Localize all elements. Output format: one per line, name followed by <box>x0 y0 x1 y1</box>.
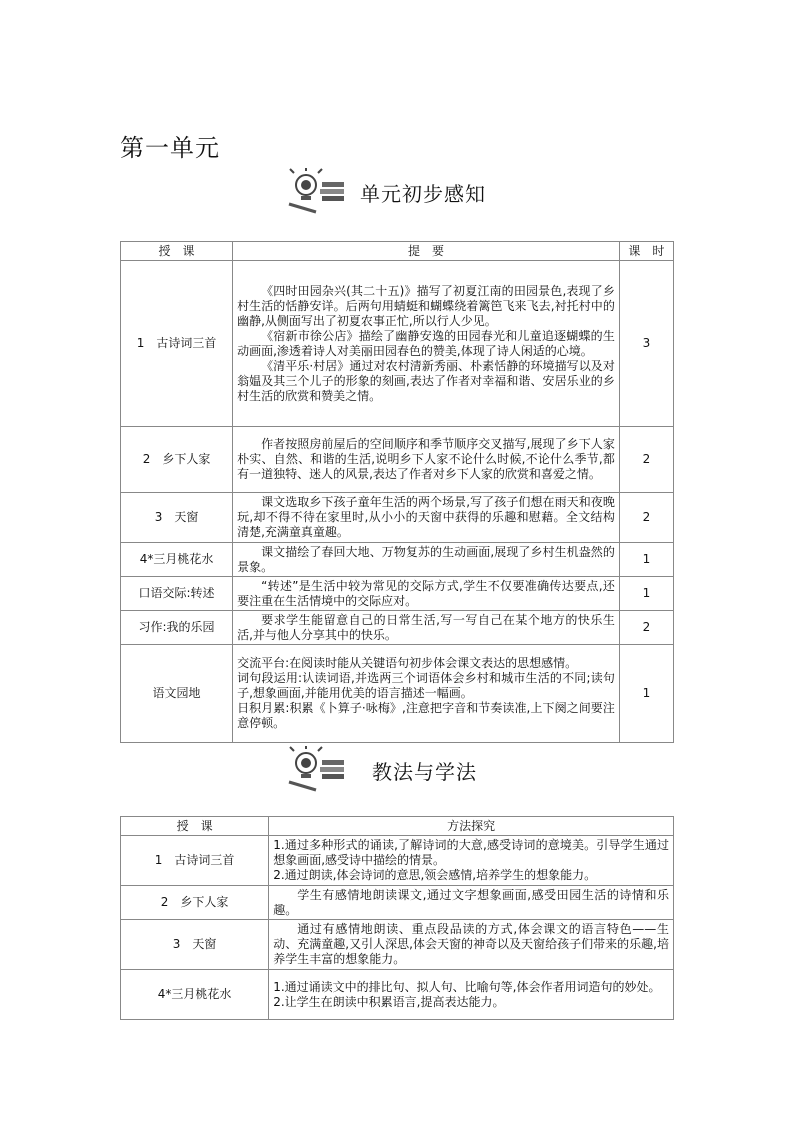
header-hours: 课 时 <box>619 242 673 261</box>
summary-cell: 课文描绘了春回大地、万物复苏的生动画面,展现了乡村生机盎然的景象。 <box>233 543 620 577</box>
summary-cell: 《四时田园杂兴(其二十五)》描写了初夏江南的田园景色,表现了乡村生活的恬静安详。后两句用蜻蜓和蝴蝶绕着篱笆飞来飞去,衬托村中的幽静,从侧面写出了初夏农事正忙,所以行人少见。 《宿新市徐公店》描绘了幽静安逸的田园春光和儿童追逐蝴蝶的生动画面,渗透着诗人对美丽田园春色的赞美,体现了诗人闲适的心境。 《清平乐·村居》通过对农村清新秀丽、朴素恬静的环境描写以及对翁媪及其三个儿子的形象的刻画,表达了作者对幸福和谐、安居乐业的乡村生活的欣赏和赞美之情。 <box>233 261 620 427</box>
method-cell: 通过有感情地朗读、重点段品读的方式,体会课文的语言特色——生动、充满童趣,又引人深思,体会天窗的神奇以及天窗给孩子们带来的乐趣,培养学生丰富的想象能力。 <box>269 920 674 970</box>
hours-cell: 2 <box>619 493 673 543</box>
table-row <box>121 543 674 577</box>
table-header-row <box>121 817 674 836</box>
header-summary: 提 要 <box>233 242 620 261</box>
table-header-row <box>121 242 674 261</box>
lesson-cell: 2 乡下人家 <box>121 427 233 493</box>
hours-cell: 1 <box>619 577 673 611</box>
page-title: 第一单元 <box>120 134 220 162</box>
method-cell: 学生有感情地朗读课文,通过文字想象画面,感受田园生活的诗情和乐趣。 <box>269 886 674 920</box>
lesson-cell: 3 天窗 <box>121 493 233 543</box>
lesson-cell: 习作:我的乐园 <box>121 611 233 645</box>
table-row <box>121 427 674 493</box>
section-heading-text: 单元初步感知 <box>360 182 486 206</box>
hours-cell: 1 <box>619 645 673 743</box>
table-row <box>121 493 674 543</box>
table-row <box>121 970 674 1020</box>
table-row <box>121 577 674 611</box>
method-cell: 1.通过多种形式的诵读,了解诗词的大意,感受诗词的意境美。引导学生通过想象画面,感受诗中描绘的情景。 2.通过朗读,体会诗词的意思,领会感情,培养学生的想象能力。 <box>269 836 674 886</box>
header-lesson: 授 课 <box>121 817 269 836</box>
lesson-cell: 2 乡下人家 <box>121 886 269 920</box>
table-row <box>121 920 674 970</box>
hours-cell: 1 <box>619 543 673 577</box>
summary-cell: 要求学生能留意自己的日常生活,写一写自己在某个地方的快乐生活,并与他人分享其中的快乐。 <box>233 611 620 645</box>
table-row <box>121 836 674 886</box>
header-lesson: 授 课 <box>121 242 233 261</box>
lesson-cell: 4*三月桃花水 <box>121 543 233 577</box>
methods-table <box>120 816 674 1020</box>
table-row <box>121 886 674 920</box>
hours-cell: 2 <box>619 611 673 645</box>
section-heading-text: 教法与学法 <box>372 760 477 784</box>
summary-cell: 作者按照房前屋后的空间顺序和季节顺序交叉描写,展现了乡下人家朴实、自然、和谐的生活,说明乡下人家不论什么时候,不论什么季节,都有一道独特、迷人的风景,表达了作者对乡下人家的欣赏和喜爱之情。 <box>233 427 620 493</box>
section-heading-methods <box>0 746 794 796</box>
lightbulb-books-icon <box>286 168 348 214</box>
table-row <box>121 261 674 427</box>
lesson-cell: 3 天窗 <box>121 920 269 970</box>
summary-cell: 课文选取乡下孩子童年生活的两个场景,写了孩子们想在雨天和夜晚玩,却不得不待在家里时,从小小的天窗中获得的乐趣和慰藉。全文结构清楚,充满童真童趣。 <box>233 493 620 543</box>
hours-cell: 2 <box>619 427 673 493</box>
lesson-cell: 1 古诗词三首 <box>121 836 269 886</box>
lesson-cell: 4*三月桃花水 <box>121 970 269 1020</box>
section-heading-perception <box>0 168 794 218</box>
hours-cell: 3 <box>619 261 673 427</box>
summary-cell: “转述”是生活中较为常见的交际方式,学生不仅要准确传达要点,还要注重在生活情境中的交际应对。 <box>233 577 620 611</box>
table-row <box>121 645 674 743</box>
header-method: 方法探究 <box>269 817 674 836</box>
method-cell: 1.通过诵读文中的排比句、拟人句、比喻句等,体会作者用词造句的妙处。 2.让学生在朗读中积累语言,提高表达能力。 <box>269 970 674 1020</box>
summary-cell: 交流平台:在阅读时能从关键语句初步体会课文表达的思想感情。 词句段运用:认读词语,并选两三个词语体会乡村和城市生活的不同;读句子,想象画面,并能用优美的语言描述一幅画。 日积月累:积累《卜算子·咏梅》,注意把字音和节奏读准,上下阕之间要注意停顿。 <box>233 645 620 743</box>
perception-table <box>120 241 674 743</box>
lightbulb-books-icon <box>286 746 348 792</box>
lesson-cell: 口语交际:转述 <box>121 577 233 611</box>
lesson-cell: 语文园地 <box>121 645 233 743</box>
table-row <box>121 611 674 645</box>
lesson-cell: 1 古诗词三首 <box>121 261 233 427</box>
